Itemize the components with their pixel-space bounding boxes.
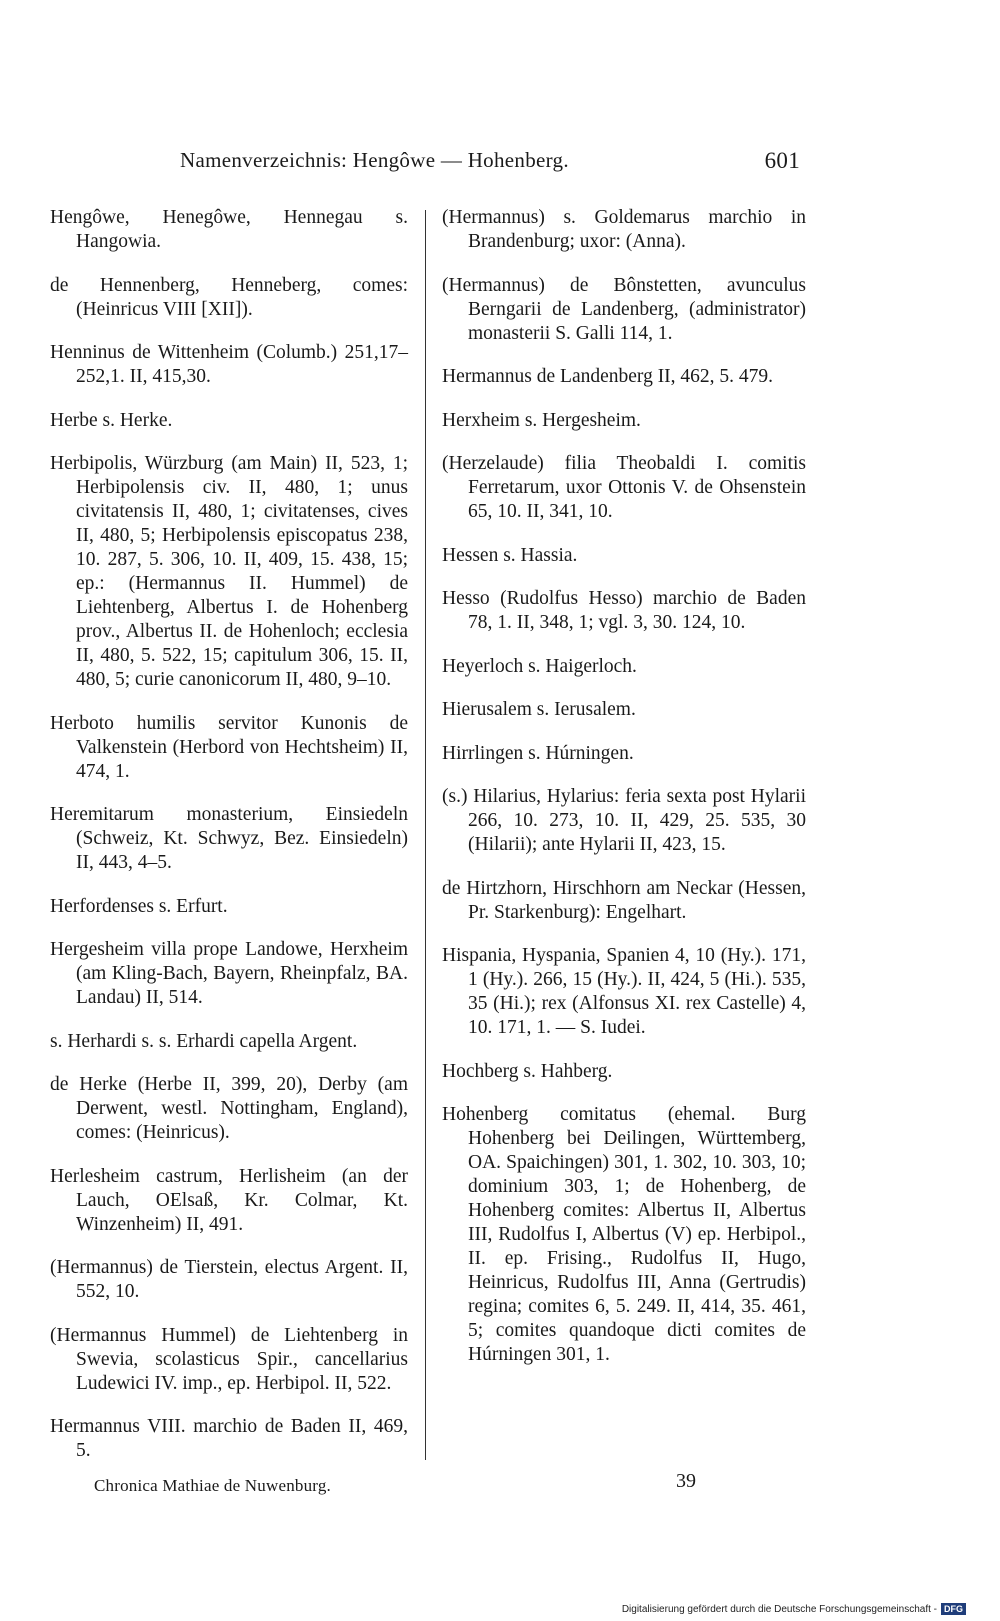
index-entry: Hengôwe, Henegôwe, Hennegau s. Hangowia. xyxy=(50,207,408,252)
index-entry: Heremitarum monasterium, Einsiedeln (Schweiz, Kt. Schwyz, Bez. Einsiedeln) II, 443, 4–5. xyxy=(50,804,408,873)
index-entry: (Hermannus) de Tierstein, electus Argent. II, 552, 10. xyxy=(50,1257,408,1302)
index-entry: de Herke (Herbe II, 399, 20), Derby (am Derwent, westl. Nottingham, England), comes: (Heinricus). xyxy=(50,1074,408,1143)
index-entry: Hohenberg comitatus (ehemal. Burg Hohenberg bei Deilingen, Württemberg, OA. Spaichingen) 301, 1. 302, 10. 303, 10; dominium 303, 1; de Hohenberg, de Hohenberg comites: Albertus II, Albertus III, Rudolfus I, Albertus (V) ep. Herbipol., II. ep. Frising., Rudolfus II, Hugo, Heinricus, Rudolfus III, Anna (Gertrudis) regina; comites 6, 5. 249. II, 414, 35. 461, 5; comites quandoque dicti comites de Húrningen 301, 1. xyxy=(442,1104,806,1365)
index-entry: Hirrlingen s. Húrningen. xyxy=(442,742,634,764)
index-entry: (Hermannus) de Bônstetten, avunculus Berngarii de Landenberg, (administrator) monasterii S. Galli 114, 1. xyxy=(442,274,806,344)
header-title: Namenverzeichnis: Hengôwe — Hohenberg. xyxy=(180,148,569,172)
page-number: 601 xyxy=(764,148,800,173)
running-header xyxy=(180,148,800,178)
index-entry: (Hermannus) s. Goldemarus marchio in Brandenburg; uxor: (Anna). xyxy=(442,207,806,252)
sheet-number: 39 xyxy=(676,1470,696,1492)
index-entry: s. Herhardi s. s. Erhardi capella Argent. xyxy=(50,1030,358,1052)
index-entry: (Hermannus Hummel) de Liehtenberg in Swevia, scolasticus Spir., cancellarius Ludewici IV. imp., ep. Herbipol. II, 522. xyxy=(50,1324,408,1394)
index-entry: Hessen s. Hassia. xyxy=(442,544,578,566)
index-entry: Heyerloch s. Haigerloch. xyxy=(442,655,637,677)
index-entry: Hierusalem s. Ierusalem. xyxy=(442,699,636,720)
dfg-logo-icon[interactable]: DFG xyxy=(941,1603,966,1615)
index-entry: Herfordenses s. Erfurt. xyxy=(50,895,228,917)
index-entry: de Hirtzhorn, Hirschhorn am Neckar (Hessen, Pr. Starkenburg): Engelhart. xyxy=(442,877,806,923)
index-entry: Hesso (Rudolfus Hesso) marchio de Baden 78, 1. II, 348, 1; vgl. 3, 30. 124, 10. xyxy=(442,588,806,633)
index-entry: Herbipolis, Würzburg (am Main) II, 523, 1; Herbipolensis civ. II, 480, 1; unus civitatensis II, 480, 1; civitatenses, cives II, 480, 5; Herbipolensis episcopatus 238, 10. 287, 5. 306, 10. II, 409, 15. 438, 15; ep.: (Hermannus II. Hummel) de Liehtenberg, Albertus I. de Hohenberg prov., Albertus II. de Hohenloch; ecclesia II, 480, 5. 522, 15; capitulum 306, 15. II, 480, 5; curie canonicorum II, 480, 9–10. xyxy=(50,453,408,690)
index-entry: (Herzelaude) filia Theobaldi I. comitis Ferretarum, uxor Ottonis V. de Ohsenstein 65, 10. II, 341, 10. xyxy=(442,453,806,522)
index-entry: Herxheim s. Hergesheim. xyxy=(442,409,641,431)
index-entry: Hochberg s. Hahberg. xyxy=(442,1060,613,1082)
index-entry: Henninus de Wittenheim (Columb.) 251,17–252,1. II, 415,30. xyxy=(50,342,408,387)
index-entry: Herboto humilis servitor Kunonis de Valkenstein (Herbord von Hechtsheim) II, 474, 1. xyxy=(50,712,408,782)
index-entry: (s.) Hilarius, Hylarius: feria sexta post Hylarii 266, 10. 273, 10. II, 429, 25. 535, 30 (Hilarii); ante Hylarii II, 423, 15. xyxy=(442,786,806,855)
index-entry: Herbe s. Herke. xyxy=(50,409,173,431)
index-entry: Hermannus VIII. marchio de Baden II, 469, 5. xyxy=(50,1416,408,1461)
digitization-credit xyxy=(622,1603,966,1615)
index-entry: Hergesheim villa prope Landowe, Herxheim (am Kling-Bach, Bayern, Rheinpfalz, BA. Landau) II, 514. xyxy=(50,939,408,1008)
index-entry: de Hennenberg, Henneberg, comes: (Heinricus VIII [XII]). xyxy=(50,274,408,320)
right-column xyxy=(442,206,806,1371)
index-entry: Herlesheim castrum, Herlisheim (an der Lauch, OElsaß, Kr. Colmar, Kt. Winzenheim) II, 491. xyxy=(50,1165,408,1235)
index-entry: Hispania, Hyspania, Spanien 4, 10 (Hy.). 171, 1 (Hy.). 266, 15 (Hy.). II, 424, 5 (Hi.). 535, 35 (Hi.); rex (Alfonsus XI. rex Castelle) 4, 10. 171, 1. — S. Iudei. xyxy=(442,945,806,1038)
column-divider xyxy=(425,210,426,1460)
printer-signature: Chronica Mathiae de Nuwenburg. xyxy=(94,1476,332,1495)
index-entry: Hermannus de Landenberg II, 462, 5. 479. xyxy=(442,366,774,387)
credit-text: Digitalisierung gefördert durch die Deutsche Forschungsgemeinschaft - xyxy=(621,1603,937,1615)
left-column xyxy=(50,206,408,1467)
